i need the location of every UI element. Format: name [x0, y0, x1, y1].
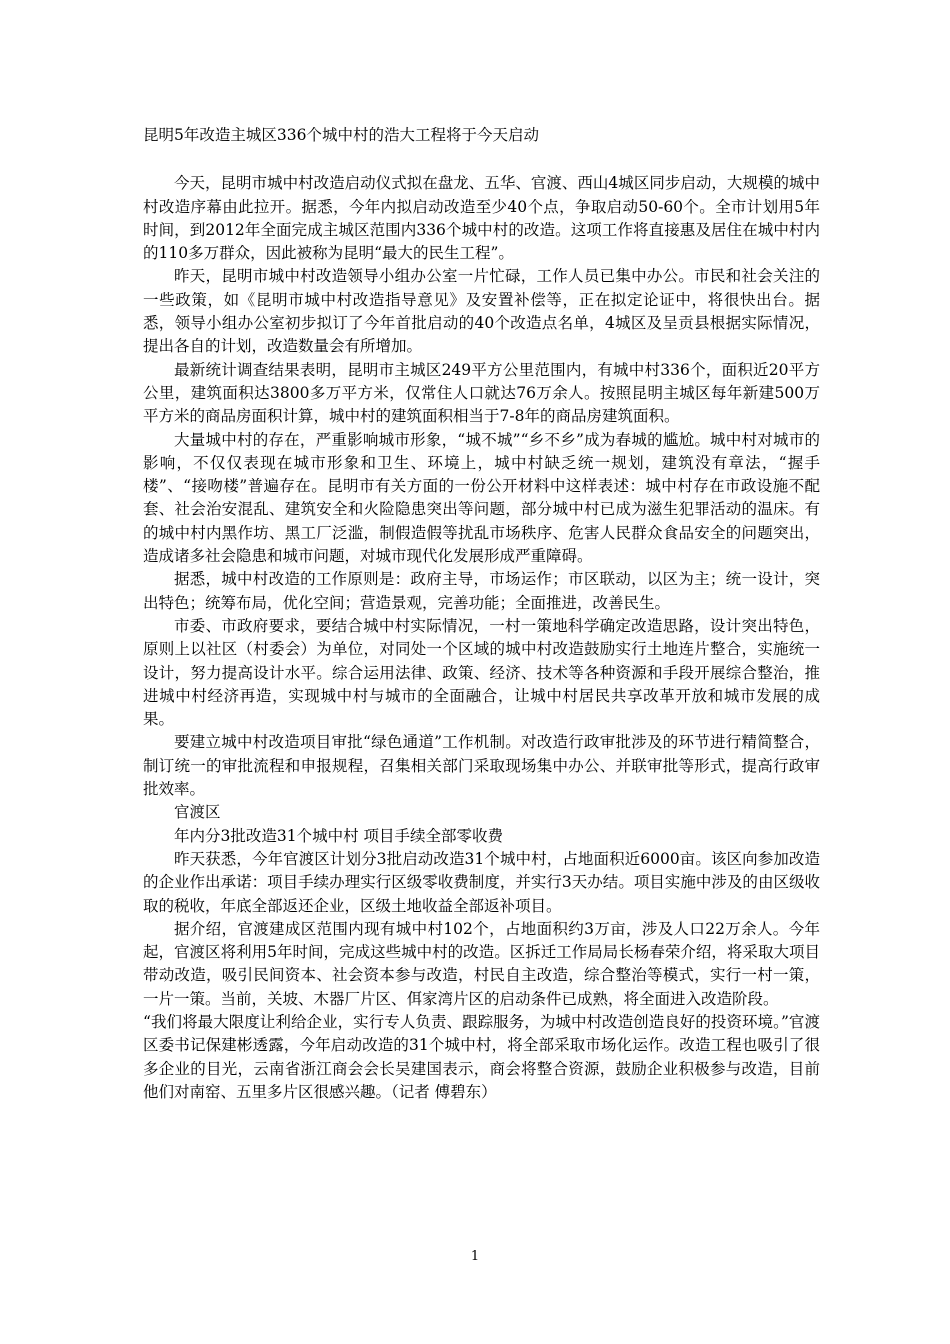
paragraph-green-channel: 要建立城中村改造项目审批“绿色通道”工作机制。对改造行政审批涉及的环节进行精简整合，制订统一的审批流程和申报规程，召集相关部门采取现场集中办公、并联审批等形式，提高行政审批效率。 [143, 733, 820, 799]
paragraph-principles: 据悉，城中村改造的工作原则是：政府主导，市场运作；市区联动，以区为主；统一设计，突出特色；统筹布局，优化空间；营造景观，完善功能；全面推进，改善民生。 [143, 570, 820, 612]
document-title: 昆明5年改造主城区336个城中村的浩大工程将于今天启动 [143, 126, 539, 144]
paragraph-quote: “我们将最大限度让利给企业，实行专人负责、跟踪服务，为城中村改造创造良好的投资环境。”官渡区委书记保建彬透露，今年启动改造的31个城中村，将全部采取市场化运作。改造工程也吸引了很多企业的目光，云南省浙江商会会长吴建国表示，商会将整合资源，鼓励企业积极参与改造，目前他们对南窑、五里多片区很感兴趣。（记者 傅碧东） [143, 1012, 820, 1101]
paragraph-guandu-plan: 昨天获悉，今年官渡区计划分3批启动改造31个城中村，占地面积近6000亩。该区向参加改造的企业作出承诺：项目手续办理实行区级零收费制度，并实行3天办结。项目实施中涉及的由区级收取的税收，年底全部返还企业，区级土地收益全部返补项目。 [143, 849, 820, 915]
paragraph-impact: 大量城中村的存在，严重影响城市形象，“城不城”“乡不乡”成为春城的尴尬。城中村对城市的影响，不仅仅表现在城市形象和卫生、环境上，城中村缺乏统一规划，建筑没有章法，“握手楼”、“接吻楼”普遍存在。昆明市有关方面的一份公开材料中这样表述：城中村存在市政设施不配套、社会治安混乱、建筑安全和火险隐患突出等问题，部分城中村已成为滋生犯罪活动的温床。有的城中村内黑作坊、黑工厂泛滥，制假造假等扰乱市场秩序、危害人民群众食品安全的问题突出，造成诸多社会隐患和城市问题，对城市现代化发展形成严重障碍。 [143, 430, 820, 566]
paragraph-intro: 今天，昆明市城中村改造启动仪式拟在盘龙、五华、官渡、西山4城区同步启动，大规模的城中村改造序幕由此拉开。据悉，今年内拟启动改造至少40个点，争取启动50-60个。全市计划用5年时间，到2012年全面完成主城区范围内336个城中村的改造。这项工作将直接惠及居住在城中村内的110多万群众，因此被称为昆明“最大的民生工程”。 [143, 174, 820, 263]
section-subheading-guandu: 年内分3批改造31个城中村 项目手续全部零收费 [174, 826, 504, 845]
section-heading-guandu: 官渡区 [174, 803, 221, 822]
paragraph-office: 昨天，昆明市城中村改造领导小组办公室一片忙碌，工作人员已集中办公。市民和社会关注的一些政策，如《昆明市城中村改造指导意见》及安置补偿等，正在拟定论证中，将很快出台。据悉，领导小组办公室初步拟订了今年首批启动的40个改造点名单，4城区及呈贡县根据实际情况，提出各自的计划，改造数量会有所增加。 [143, 267, 820, 356]
paragraph-statistics: 最新统计调查结果表明，昆明市主城区249平方公里范围内，有城中村336个，面积近20平方公里，建筑面积达3800多万平方米，仅常住人口就达76万余人。按照昆明主城区每年新建500万平方米的商品房面积计算，城中村的建筑面积相当于7-8年的商品房建筑面积。 [143, 360, 820, 426]
page-number: 1 [470, 1249, 480, 1264]
paragraph-requirements: 市委、市政府要求，要结合城中村实际情况，一村一策地科学确定改造思路，设计突出特色，原则上以社区（村委会）为单位，对同处一个区域的城中村改造鼓励实行土地连片整合，实施统一设计，努力提高设计水平。综合运用法律、政策、经济、技术等各种资源和手段开展综合整治，推进城中村经济再造，实现城中村与城市的全面融合，让城中村居民共享改革开放和城市发展的成果。 [143, 616, 820, 729]
document-page [143, 124, 820, 1104]
paragraph-guandu-details: 据介绍，官渡建成区范围内现有城中村102个，占地面积约3万亩，涉及人口22万余人。今年起，官渡区将利用5年时间，完成这些城中村的改造。区拆迁工作局局长杨春荣介绍，将采取大项目带动改造，吸引民间资本、社会资本参与改造，村民自主改造，综合整治等模式，实行一村一策，一片一策。当前，关坡、木器厂片区、佴家湾片区的启动条件已成熟，将全面进入改造阶段。 [143, 919, 820, 1008]
